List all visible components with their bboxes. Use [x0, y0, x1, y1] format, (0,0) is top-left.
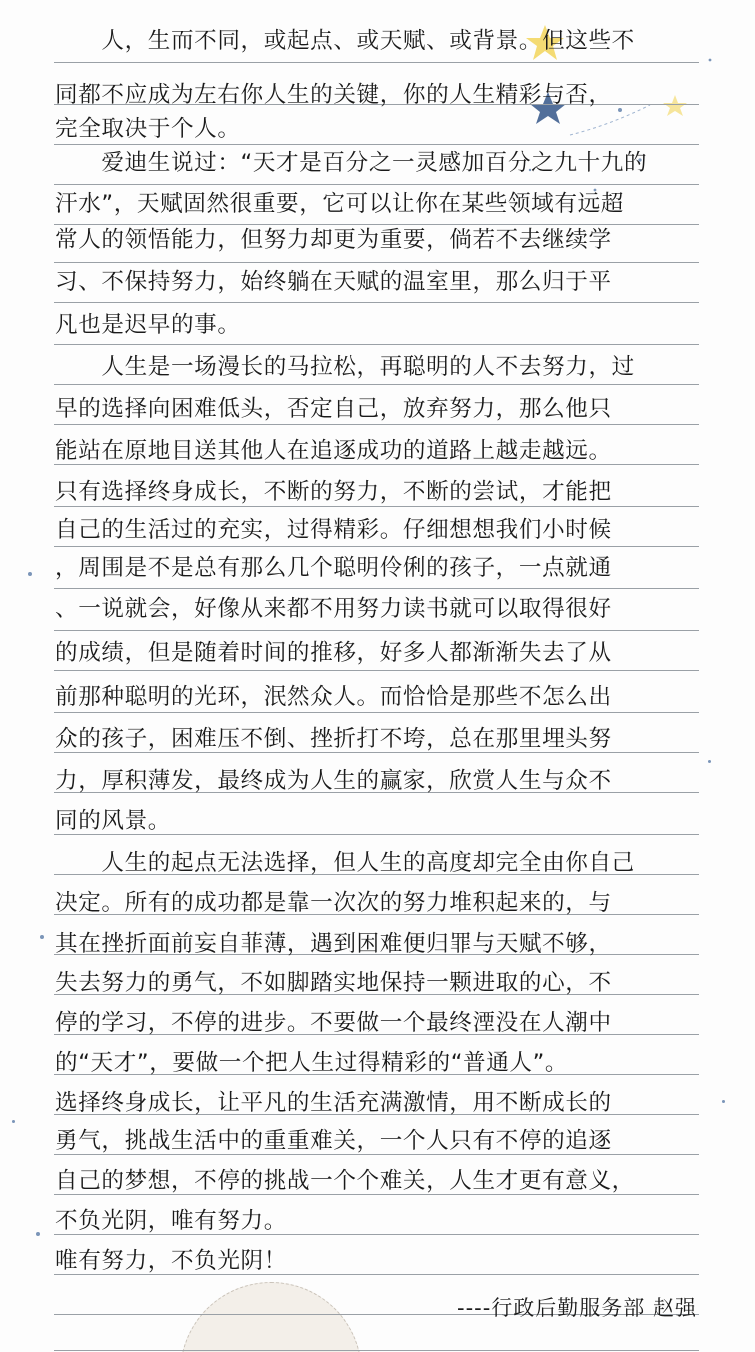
text-line-12: 只有选择终身成长，不断的努力，不断的尝试，才能把: [55, 479, 612, 505]
text-line-21: 人生的起点无法选择，但人生的高度却完全由你自己: [55, 850, 635, 876]
text-line-23: 其在挫折面前妄自菲薄，遇到困难便归罪与天赋不够，: [55, 931, 612, 957]
dot-icon: [40, 935, 44, 939]
text-line-30: 不负光阴，唯有努力。: [55, 1208, 287, 1234]
text-line-14: ，周围是不是总有那么几个聪明伶俐的孩子，一点就通: [55, 555, 612, 581]
text-line-10: 早的选择向困难低头，否定自己，放弃努力，那么他只: [55, 396, 612, 422]
text-line-3: 完全取决于个人。: [55, 116, 241, 142]
text-line-18: 众的孩子，困难压不倒、挫折打不垮，总在那里埋头努: [55, 726, 612, 752]
ruled-line: [54, 344, 699, 345]
text-line-4: 爱迪生说过：“天才是百分之一灵感加百分之九十九的: [55, 150, 648, 176]
text-line-27: 选择终身成长，让平凡的生活充满激情，用不断成长的: [55, 1090, 612, 1116]
text-line-22: 决定。所有的成功都是靠一次次的努力堆积起来的，与: [55, 890, 612, 916]
text-line-1: 人，生而不同，或起点、或天赋、或背景。但这些不: [55, 28, 635, 54]
ruled-line: [54, 588, 699, 589]
dot-icon: [36, 1232, 40, 1236]
ruled-line: [54, 1350, 699, 1351]
dot-icon: [722, 1100, 725, 1103]
text-line-19: 力，厚积薄发，最终成为人生的赢家，欣赏人生与众不: [55, 768, 612, 794]
text-line-8: 凡也是迟早的事。: [55, 312, 241, 338]
text-line-20: 同的风景。: [55, 808, 171, 834]
text-line-9: 人生是一场漫长的马拉松，再聪明的人不去努力，过: [55, 354, 635, 380]
dot-icon: [708, 760, 711, 763]
signature: ----行政后勤服务部 赵强: [457, 1296, 697, 1320]
ruled-line: [54, 302, 699, 303]
text-line-28: 勇气，挑战生活中的重重难关，一个人只有不停的追逐: [55, 1128, 612, 1154]
text-line-13: 自己的生活过的充实，过得精彩。仔细想想我们小时候: [55, 517, 612, 543]
ruled-line: [54, 62, 699, 63]
dot-icon: [12, 1120, 15, 1123]
ruled-line: [54, 384, 699, 385]
text-line-31: 唯有努力，不负光阴！: [55, 1248, 287, 1274]
text-line-15: 、一说就会，好像从来都不用努力读书就可以取得很好: [55, 596, 612, 622]
text-line-29: 自己的梦想，不停的挑战一个个难关，人生才更有意义，: [55, 1168, 635, 1194]
moon-decoration: [180, 1282, 362, 1352]
ruled-line: [54, 630, 699, 631]
ruled-line: [54, 184, 699, 185]
text-line-5: 汗水”，天赋固然很重要，它可以让你在某些领域有远超: [55, 191, 624, 217]
text-line-25: 停的学习，不停的进步。不要做一个最终湮没在人潮中: [55, 1010, 612, 1036]
dot-icon: [28, 572, 32, 576]
ruled-line: [54, 670, 699, 671]
text-line-17: 前那种聪明的光环，泯然众人。而恰恰是那些不怎么出: [55, 684, 612, 710]
text-line-11: 能站在原地目送其他人在追逐成功的道路上越走越远。: [55, 438, 612, 464]
ruled-line: [54, 262, 699, 263]
text-line-26: 的“天才”，要做一个把人生过得精彩的“普通人”。: [55, 1050, 569, 1076]
text-line-16: 的成绩，但是随着时间的推移，好多人都渐渐失去了从: [55, 640, 612, 666]
text-line-2: 同都不应成为左右你人生的关键，你的人生精彩与否，: [55, 82, 612, 108]
text-line-6: 常人的领悟能力，但努力却更为重要，倘若不去继续学: [55, 227, 612, 253]
text-line-7: 习、不保持努力，始终躺在天赋的温室里，那么归于平: [55, 269, 612, 295]
text-line-24: 失去努力的勇气，不如脚踏实地保持一颗进取的心，不: [55, 970, 612, 996]
